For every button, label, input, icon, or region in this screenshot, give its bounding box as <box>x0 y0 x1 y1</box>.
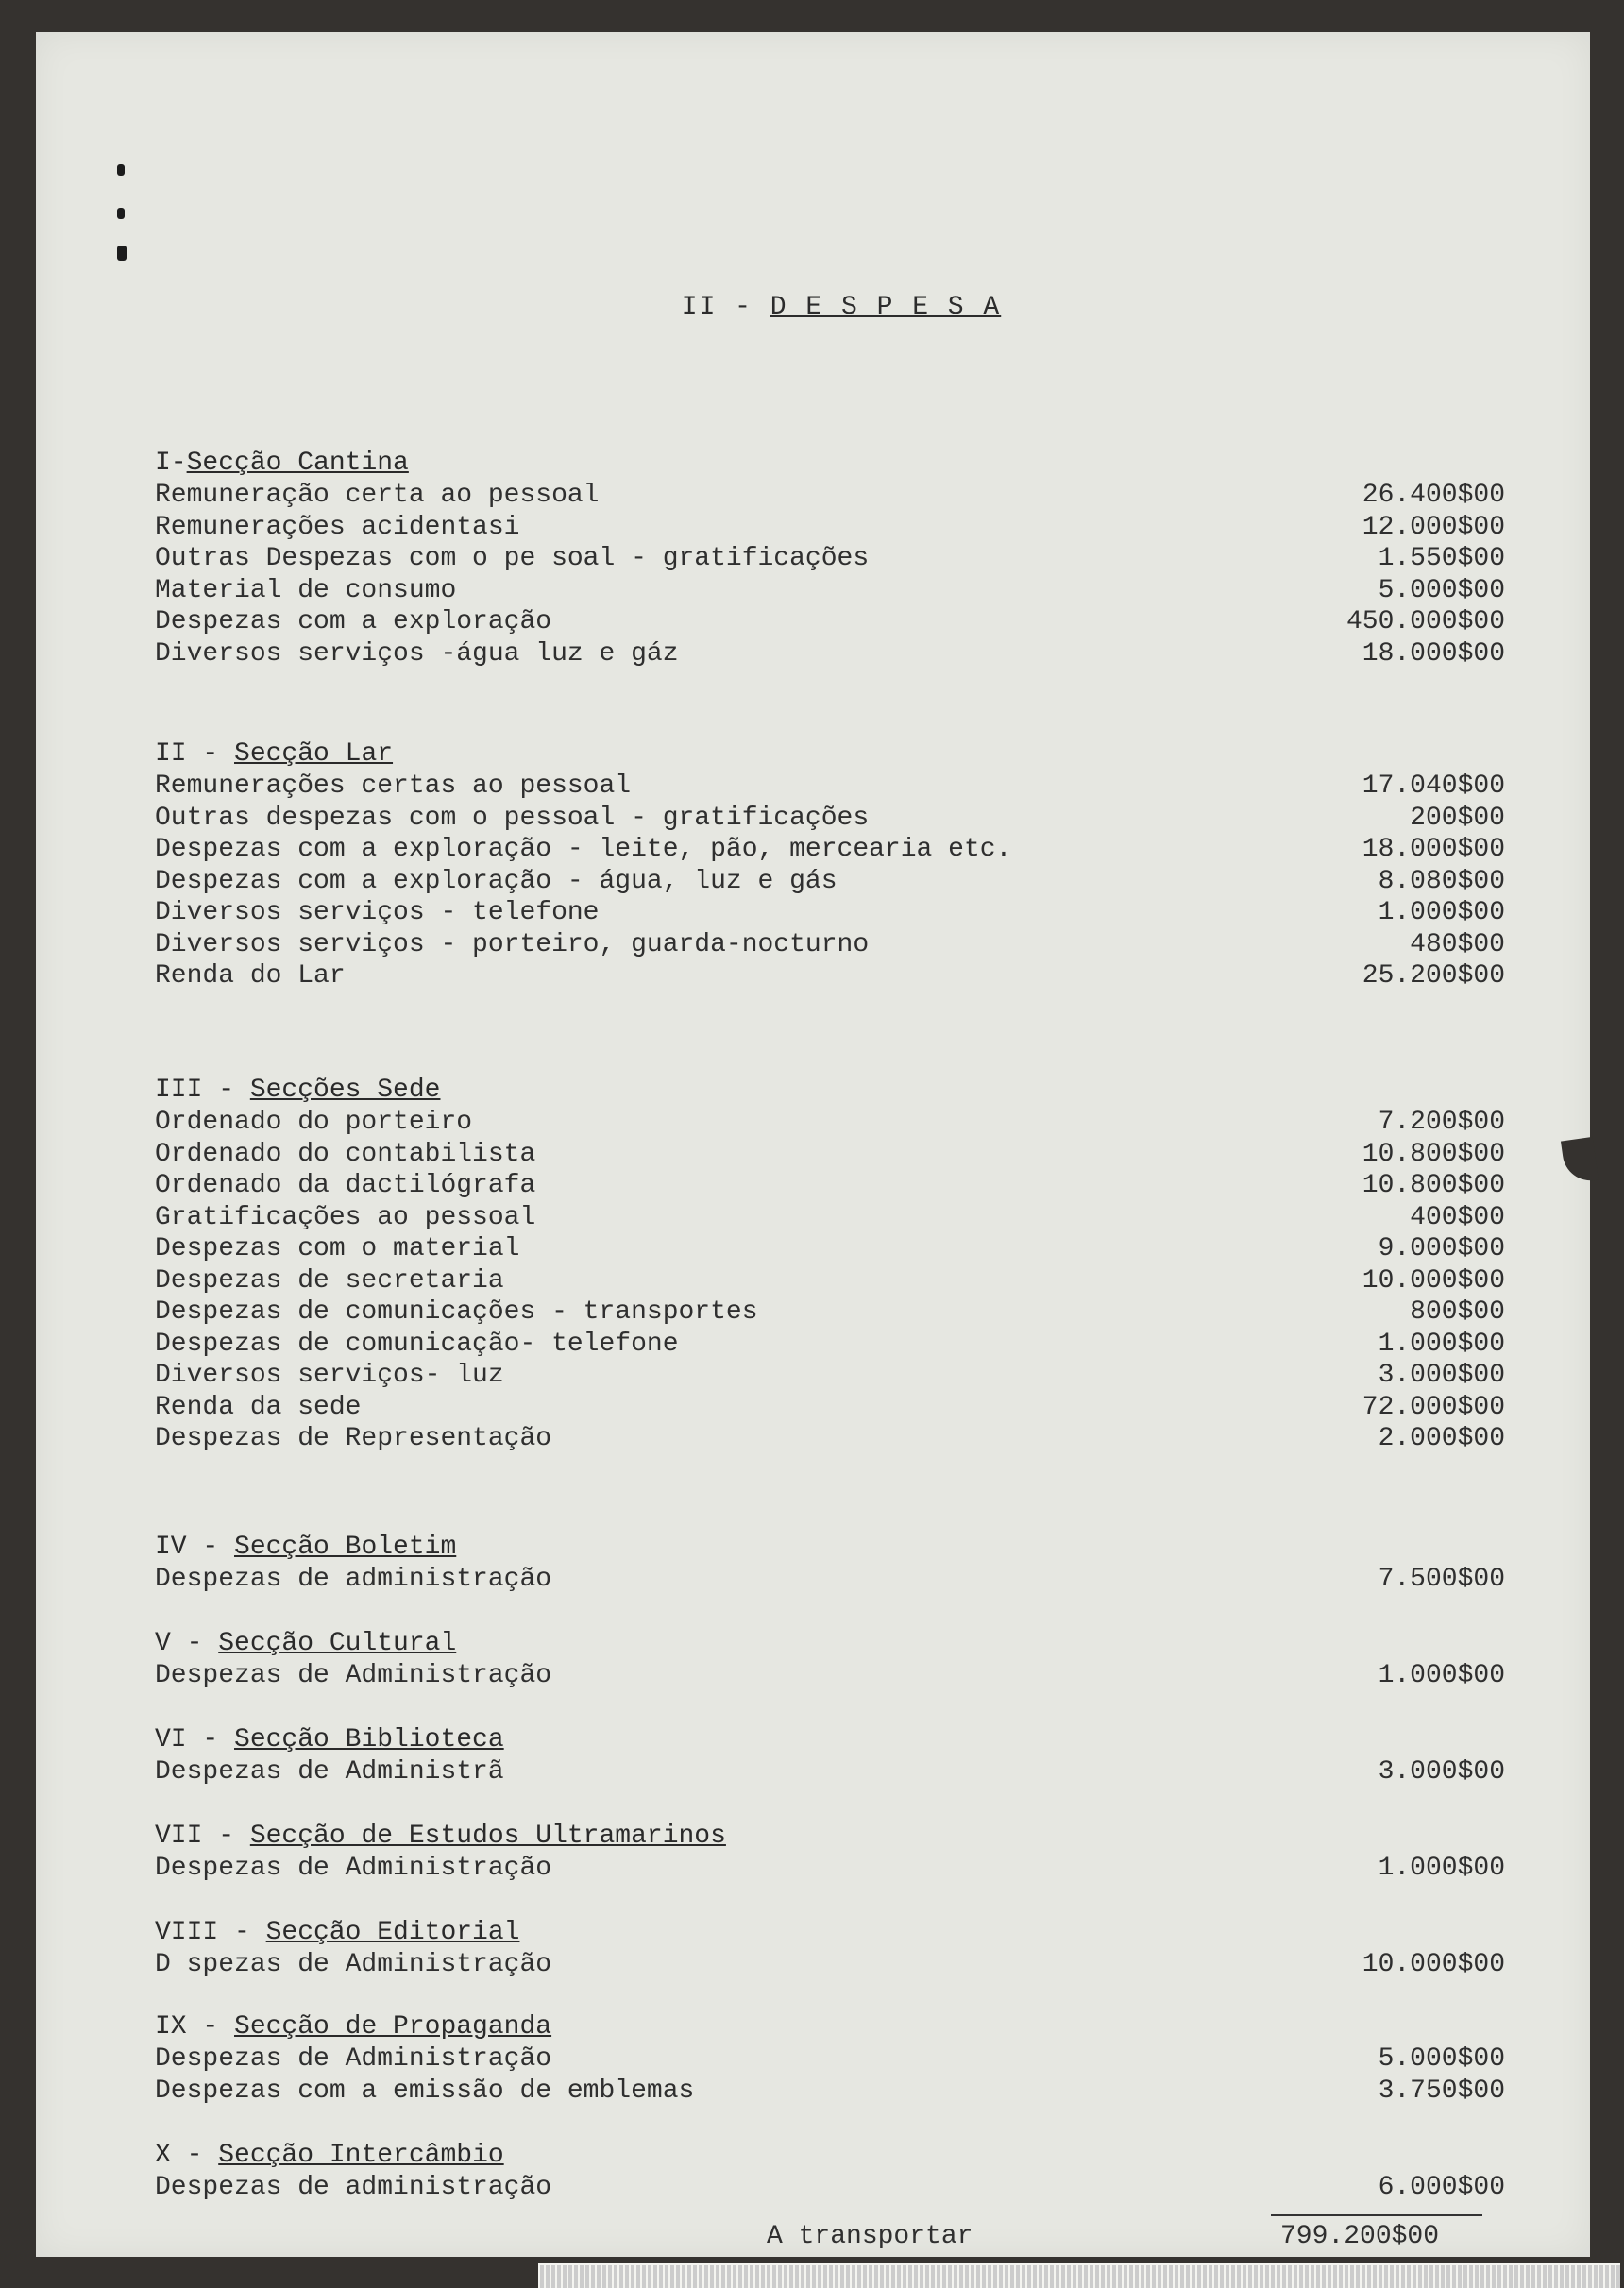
line-item <box>155 638 1505 670</box>
section-title: III - Secções Sede <box>155 1076 441 1105</box>
line-label: Despezas de Administração <box>155 2044 552 2074</box>
line-amount: 10.000$00 <box>1362 1950 1505 1979</box>
document-page <box>36 32 1590 2257</box>
line-amount: 1.000$00 <box>1378 1854 1505 1883</box>
total-rule <box>1271 2214 1482 2216</box>
line-amount: 5.000$00 <box>1378 2044 1505 2074</box>
line-item <box>155 1360 1505 1392</box>
line-amount: 3.000$00 <box>1378 1757 1505 1787</box>
line-amount: 800$00 <box>1410 1297 1505 1327</box>
line-item <box>155 1139 1505 1171</box>
line-label: D spezas de Administração <box>155 1950 552 1979</box>
line-amount: 18.000$00 <box>1362 835 1505 864</box>
line-item <box>155 803 1505 835</box>
section-title: VIII - Secção Editorial <box>155 1918 520 1947</box>
line-amount: 18.000$00 <box>1362 638 1505 669</box>
section-intercambio <box>155 2140 1505 2204</box>
line-label: Despezas com a exploração - água, luz e gás <box>155 866 837 896</box>
line-amount: 5.000$00 <box>1378 575 1505 605</box>
line-label: Despezas de comunicação- telefone <box>155 1329 679 1359</box>
line-label: Despezas com a emissão de emblemas <box>155 2076 695 2106</box>
carry-forward-amount: 799.200$00 <box>1280 2222 1440 2251</box>
line-item <box>155 1423 1505 1455</box>
line-amount: 10.000$00 <box>1362 1265 1505 1296</box>
line-amount: 3.000$00 <box>1378 1361 1505 1390</box>
line-amount: 1.000$00 <box>1378 898 1505 927</box>
line-item <box>155 1233 1505 1265</box>
line-amount: 7.500$00 <box>1378 1565 1505 1594</box>
line-label: Renda do Lar <box>155 961 346 991</box>
section-propaganda <box>155 2011 1505 2107</box>
line-item <box>155 2076 1505 2108</box>
line-label: Despezas de administração <box>155 2173 552 2202</box>
line-label: Outras Despezas com o pe soal - gratificações <box>155 544 870 573</box>
line-amount: 1.000$00 <box>1378 1329 1505 1359</box>
line-item <box>155 1756 1505 1788</box>
line-label: Diversos serviços - telefone <box>155 898 600 927</box>
section-title: II - Secção Lar <box>155 739 394 769</box>
section-sede <box>155 1075 1505 1455</box>
line-amount: 25.200$00 <box>1362 961 1505 991</box>
line-amount: 72.000$00 <box>1362 1392 1505 1422</box>
line-label: Remunerações certas ao pessoal <box>155 771 632 801</box>
line-amount: 2.000$00 <box>1378 1424 1505 1453</box>
line-amount: 7.200$00 <box>1378 1108 1505 1137</box>
line-label: Despezas de Administração <box>155 1661 552 1690</box>
line-amount: 6.000$00 <box>1378 2173 1505 2202</box>
carry-forward-label: A transportar <box>767 2222 973 2251</box>
line-label: Outras despezas com o pessoal - gratificações <box>155 803 870 833</box>
section-editorial <box>155 1917 1505 1981</box>
line-label: Despezas com o material <box>155 1234 520 1263</box>
line-item <box>155 897 1505 929</box>
line-item <box>155 1297 1505 1329</box>
punch-hole-mark <box>117 208 125 219</box>
line-item <box>155 575 1505 607</box>
line-amount: 10.800$00 <box>1362 1139 1505 1169</box>
line-item <box>155 960 1505 992</box>
line-label: Diversos serviços - porteiro, guarda-nocturno <box>155 929 870 959</box>
line-amount: 3.750$00 <box>1378 2076 1505 2106</box>
section-title: V - Secção Cultural <box>155 1629 457 1658</box>
line-label: Despezas de Representação <box>155 1424 552 1453</box>
line-label: Diversos serviços -água luz e gáz <box>155 638 679 669</box>
line-item <box>155 1329 1505 1361</box>
punch-hole-mark <box>117 246 127 261</box>
line-label: Despezas de Administrã <box>155 1757 504 1787</box>
line-label: Despezas de Administração <box>155 1854 552 1883</box>
line-amount: 480$00 <box>1410 929 1505 959</box>
line-item <box>155 1107 1505 1139</box>
line-item <box>155 1660 1505 1692</box>
line-amount: 12.000$00 <box>1362 512 1505 542</box>
line-amount: 400$00 <box>1410 1202 1505 1232</box>
line-amount: 10.800$00 <box>1362 1171 1505 1200</box>
section-title: IX - Secção de Propaganda <box>155 2012 552 2042</box>
line-item <box>155 834 1505 866</box>
line-label: Remuneração certa ao pessoal <box>155 481 600 510</box>
line-item <box>155 1170 1505 1202</box>
line-label: Ordenado do contabilista <box>155 1139 536 1169</box>
line-item <box>155 1853 1505 1885</box>
punch-hole-mark <box>117 164 125 176</box>
section-boletim <box>155 1532 1505 1596</box>
line-label: Despezas de administração <box>155 1565 552 1594</box>
line-label: Despezas com a exploração - leite, pão, mercearia etc. <box>155 835 1012 864</box>
line-label: Despezas de secretaria <box>155 1265 504 1296</box>
section-estudos-ultramarinos <box>155 1821 1505 1885</box>
line-item <box>155 929 1505 961</box>
title-main: D E S P E S A <box>770 293 1002 322</box>
line-label: Remunerações acidentasi <box>155 512 520 542</box>
line-label: Renda da sede <box>155 1392 362 1422</box>
line-item <box>155 480 1505 512</box>
document-title <box>36 293 1590 322</box>
line-item <box>155 771 1505 803</box>
line-item <box>155 1265 1505 1297</box>
line-item <box>155 2172 1505 2204</box>
line-amount: 200$00 <box>1410 803 1505 833</box>
line-label: Gratificações ao pessoal <box>155 1202 536 1232</box>
section-title: VII - Secção de Estudos Ultramarinos <box>155 1822 726 1851</box>
section-cantina <box>155 448 1505 669</box>
line-label: Despezas de comunicações - transportes <box>155 1297 758 1327</box>
line-amount: 8.080$00 <box>1378 866 1505 896</box>
line-label: Diversos serviços- luz <box>155 1361 504 1390</box>
line-item <box>155 543 1505 575</box>
section-biblioteca <box>155 1724 1505 1788</box>
line-amount: 1.000$00 <box>1378 1661 1505 1690</box>
line-label: Material de consumo <box>155 575 457 605</box>
line-item <box>155 1202 1505 1234</box>
line-item <box>155 606 1505 638</box>
line-item <box>155 2043 1505 2076</box>
section-lar <box>155 738 1505 992</box>
line-label: Ordenado da dactilógrafa <box>155 1171 536 1200</box>
section-title: VI - Secção Biblioteca <box>155 1725 504 1754</box>
line-item <box>155 1949 1505 1981</box>
line-label: Despezas com a exploração <box>155 607 552 636</box>
scale-ruler <box>538 2263 1620 2288</box>
line-item <box>155 1564 1505 1596</box>
title-prefix: II - <box>681 293 770 322</box>
line-item <box>155 512 1505 544</box>
line-amount: 26.400$00 <box>1362 481 1505 510</box>
section-cultural <box>155 1628 1505 1692</box>
line-label: Ordenado do porteiro <box>155 1108 473 1137</box>
line-item <box>155 1392 1505 1424</box>
line-amount: 17.040$00 <box>1362 771 1505 801</box>
section-title: X - Secção Intercâmbio <box>155 2141 504 2170</box>
line-item <box>155 866 1505 898</box>
section-title: IV - Secção Boletim <box>155 1533 457 1562</box>
line-amount: 1.550$00 <box>1378 544 1505 573</box>
line-amount: 9.000$00 <box>1378 1234 1505 1263</box>
line-amount: 450.000$00 <box>1345 607 1505 636</box>
section-title: I-Secção Cantina <box>155 449 409 478</box>
page-tear <box>1561 1137 1599 1184</box>
